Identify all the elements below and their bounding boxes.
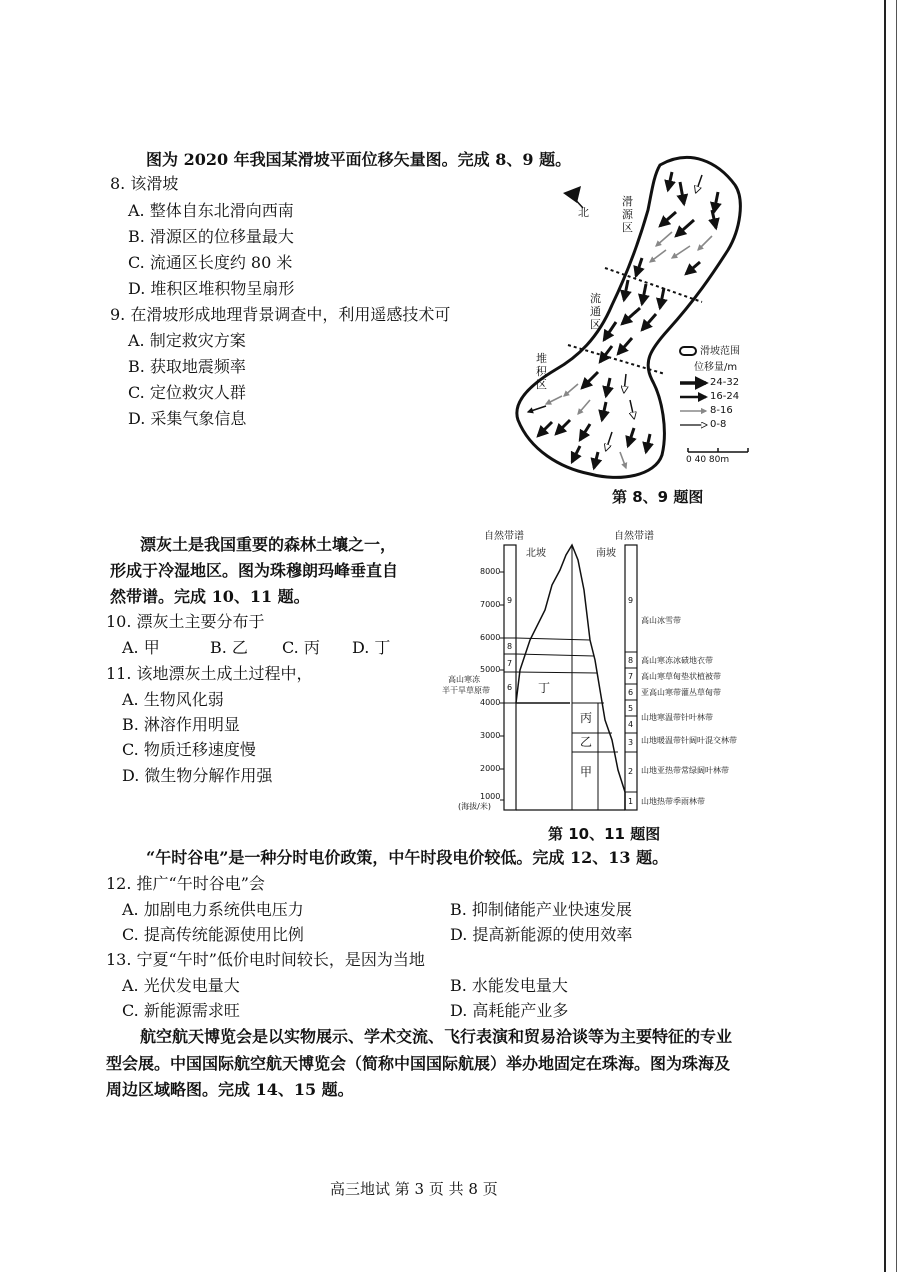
legend-item: 16-24	[710, 391, 740, 402]
q11-option-b: B. 淋溶作用明显	[122, 715, 240, 734]
q8-stem: 8. 该滑坡	[110, 174, 179, 193]
q13-option-c: C. 新能源需求旺	[122, 1001, 240, 1020]
q8-option-a: A. 整体自东北滑向西南	[128, 201, 294, 220]
y-tick: 8000	[480, 567, 501, 576]
left-zone-number: 7	[507, 659, 513, 668]
legend-item: 8-16	[710, 405, 733, 416]
zone-bing-label: 丙	[580, 711, 593, 725]
q9-option-a: A. 制定救灾方案	[128, 331, 246, 350]
intro-14-15-line2: 型会展。中国国际航空航天博览会（简称中国国际航展）举办地固定在珠海。图为珠海及	[106, 1054, 731, 1073]
q8-option-b: B. 滑源区的位移量最大	[128, 227, 294, 246]
q12-option-a: A. 加剧电力系统供电压力	[122, 900, 304, 919]
right-zone-number: 1	[628, 797, 634, 806]
q12-option-c: C. 提高传统能源使用比例	[122, 925, 304, 944]
figure-caption-10-11: 第 10、11 题图	[548, 825, 661, 843]
left-zone-label: 高山寒冻	[448, 675, 480, 684]
q10-option-d: D. 丁	[352, 638, 391, 657]
right-zone-label: 高山冰雪带	[641, 616, 681, 625]
right-zone-label: 山地热带季雨林带	[641, 797, 705, 806]
q8-option-c: C. 流通区长度约 80 米	[128, 253, 293, 272]
q9-option-d: D. 采集气象信息	[128, 409, 247, 428]
q13-stem: 13. 宁夏“午时”低价电时间较长，是因为当地	[106, 950, 425, 969]
zone-jia-label: 甲	[580, 765, 593, 779]
right-zone-label: 亚高山寒带灌丛草甸带	[641, 688, 721, 697]
scale-bar-label: 0 40 80m	[686, 455, 730, 465]
north-slope-label: 北坡	[526, 548, 546, 559]
y-tick: 3000	[480, 731, 501, 740]
figure-caption-8-9: 第 8、9 题图	[612, 488, 704, 506]
right-zone-number: 6	[628, 688, 634, 697]
legend-range-label: 滑坡范围	[700, 346, 740, 357]
q9-option-c: C. 定位救灾人群	[128, 383, 246, 402]
intro-12-13: “午时谷电”是一种分时电价政策，中午时段电价较低。完成 12、13 题。	[146, 848, 669, 867]
y-tick: 5000	[480, 665, 501, 674]
q8-option-d: D. 堆积区堆积物呈扇形	[128, 279, 295, 298]
right-zone-label: 高山寒草甸垫状植被带	[641, 672, 721, 681]
intro-14-15-line1: 航空航天博览会是以实物展示、学术交流、飞行表演和贸易洽谈等为主要特征的专业	[140, 1027, 733, 1046]
q13-option-d: D. 高耗能产业多	[450, 1001, 569, 1020]
q11-stem: 11. 该地漂灰土成土过程中，	[106, 664, 313, 683]
y-unit-label: (海拔/米)	[458, 802, 491, 811]
right-zone-label: 高山寒冻冰碛地衣带	[641, 656, 713, 665]
legend-title: 位移量/m	[694, 362, 738, 373]
left-zone-label: 半干旱草原带	[442, 686, 490, 695]
q10-stem: 10. 漂灰土主要分布于	[106, 612, 265, 631]
q11-option-d: D. 微生物分解作用强	[122, 766, 273, 785]
intro-10-11-line3: 然带谱。完成 10、11 题。	[110, 587, 310, 606]
zone-ding-label: 丁	[538, 681, 551, 695]
right-zone-label: 山地寒温带针叶林带	[641, 713, 713, 722]
left-zone-number: 9	[507, 596, 513, 605]
y-tick: 7000	[480, 600, 501, 609]
y-tick: 2000	[480, 764, 501, 773]
q13-option-b: B. 水能发电量大	[450, 976, 568, 995]
q12-option-b: B. 抑制储能产业快速发展	[450, 900, 632, 919]
q10-option-b: B. 乙	[210, 638, 248, 657]
right-zone-number: 3	[628, 738, 634, 747]
y-tick: 6000	[480, 633, 501, 642]
zone-flow-label: 流通区	[590, 292, 601, 331]
y-tick: 1000	[480, 792, 501, 801]
left-zone-number: 6	[507, 683, 513, 692]
right-zone-number: 2	[628, 767, 634, 776]
right-zone-number: 7	[628, 672, 634, 681]
head-left-label: 自然带谱	[484, 531, 524, 542]
intro-8-9: 图为 2020 年我国某滑坡平面位移矢量图。完成 8、9 题。	[146, 150, 572, 169]
q9-option-b: B. 获取地震频率	[128, 357, 246, 376]
q9-stem: 9. 在滑坡形成地理背景调查中，利用遥感技术可	[110, 305, 451, 324]
intro-14-15-line3: 周边区域略图。完成 14、15 题。	[106, 1080, 354, 1099]
right-zone-number: 4	[628, 720, 634, 729]
right-zone-number: 5	[628, 704, 634, 713]
page-footer: 高三地试 第 3 页 共 8 页	[330, 1180, 498, 1198]
intro-10-11-line1: 漂灰土是我国重要的森林土壤之一，	[140, 535, 397, 554]
right-zone-number: 9	[628, 596, 634, 605]
legend-item: 24-32	[710, 377, 740, 388]
q10-option-c: C. 丙	[282, 638, 320, 657]
head-right-label: 自然带谱	[614, 531, 654, 542]
right-zone-label: 山地亚热带常绿阔叶林带	[641, 766, 729, 775]
q12-option-d: D. 提高新能源的使用效率	[450, 925, 633, 944]
q11-option-c: C. 物质迁移速度慢	[122, 740, 256, 759]
zone-deposit-label: 堆积区	[536, 352, 547, 391]
south-slope-label: 南坡	[596, 548, 616, 559]
q13-option-a: A. 光伏发电量大	[122, 976, 240, 995]
q10-option-a: A. 甲	[122, 638, 160, 657]
legend-item: 0-8	[710, 419, 727, 430]
left-zone-number: 8	[507, 642, 513, 651]
north-label: 北	[578, 206, 589, 219]
q12-stem: 12. 推广“午时谷电”会	[106, 874, 265, 893]
right-zone-number: 8	[628, 656, 634, 665]
intro-10-11-line2: 形成于冷湿地区。图为珠穆朗玛峰垂直自	[110, 561, 399, 580]
q11-option-a: A. 生物风化弱	[122, 690, 224, 709]
zone-source-label: 滑源区	[622, 195, 633, 234]
y-tick: 4000	[480, 698, 501, 707]
zone-yi-label: 乙	[580, 735, 593, 749]
right-zone-label: 山地暖温带针阔叶混交林带	[641, 736, 737, 745]
